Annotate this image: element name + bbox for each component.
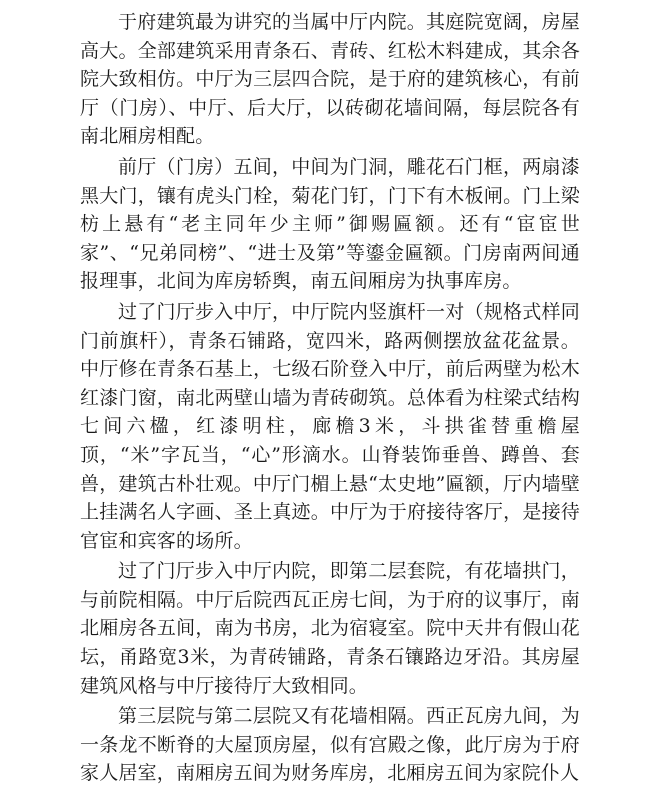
paragraph-third-courtyard: 第三层院与第二层院又有花墙相隔。西正瓦房九间，为一条龙不断脊的大屋顶房屋，似有宫殿之像，此厅房为于府家人居室，南厢房五间为财务库房，北厢房五间为家院仆人 <box>80 705 580 785</box>
paragraph-second-courtyard: 过了门厅步入中厅内院，即第二层套院，有花墙拱门，与前院相隔。中厅后院西瓦正房七间，为于府的议事厅，南北厢房各五间，南为书房，北为宿寝室。院中天井有假山花坛，甬路宽3米，为青砖铺路，青条石镶路边牙沿。其房屋建筑风格与中厅接待厅大致相同。 <box>80 560 580 697</box>
paragraph-courtyard-overview: 于府建筑最为讲究的当属中厅内院。其庭院宽阔，房屋高大。全部建筑采用青条石、青砖、红松木料建成，其余各院大致相仿。中厅为三层四合院，是于府的建筑核心，有前厅（门房）、中厅、后大厅，以砖砌花墙间隔，每层院各有南北厢房相配。 <box>80 11 580 148</box>
paragraph-middle-hall: 过了门厅步入中厅，中厅院内竖旗杆一对（规格式样同门前旗杆），青条石铺路，宽四米，路两侧摆放盆花盆景。中厅修在青条石基上，七级石阶登入中厅，前后两壁为松木红漆门窗，南北两壁山墙为青砖砌筑。总体看为柱梁式结构七间六楹，红漆明柱，廊檐3米，斗拱雀替重檐屋顶，“米”字瓦当，“心”形滴水。山脊装饰垂兽、蹲兽、套兽，建筑古朴壮观。中厅门楣上悬“太史地”匾额，厅内墙壁上挂满名人字画、圣上真迹。中厅为于府接待客厅，是接待官宦和宾客的场所。 <box>80 300 580 552</box>
document-page <box>80 8 580 788</box>
paragraph-front-hall: 前厅（门房）五间，中间为门洞，雕花石门框，两扇漆黑大门，镶有虎头门栓，菊花门钉，门下有木板闸。门上梁枋上悬有“老主同年少主师”御赐匾额。还有“宦宦世家”、“兄弟同榜”、“进士及第”等鎏金匾额。门房南两间通报理事，北间为库房轿舆，南五间厢房为执事库房。 <box>80 155 580 293</box>
